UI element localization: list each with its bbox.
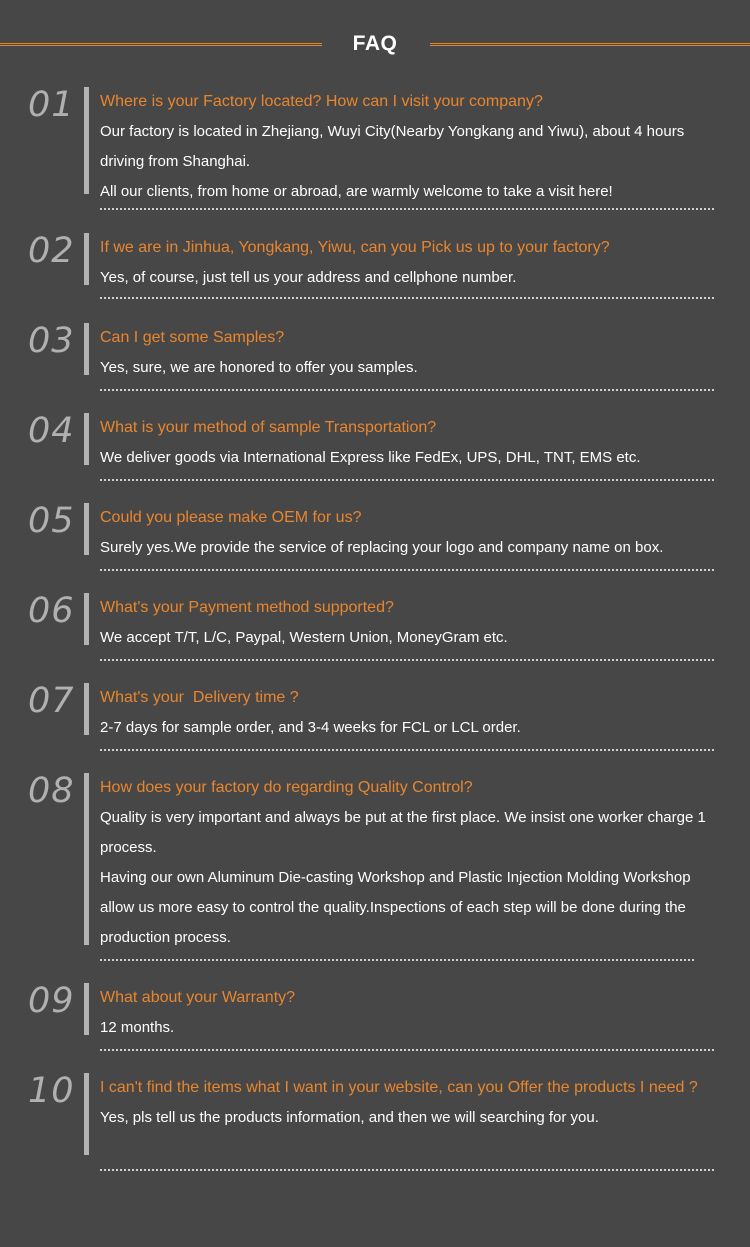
faq-question: How does your factory do regarding Quality Control? (100, 779, 473, 796)
faq-answer: We accept T/T, L/C, Paypal, Western Union, MoneyGram etc. (100, 629, 508, 646)
faq-number: 05 (28, 501, 75, 541)
faq-answer: All our clients, from home or abroad, are warmly welcome to take a visit here! (100, 183, 613, 200)
faq-number: 10 (28, 1071, 75, 1111)
faq-answer: 12 months. (100, 1019, 175, 1036)
faq-question: What's your Payment method supported? (100, 599, 394, 616)
faq-question: If we are in Jinhua, Yongkang, Yiwu, can you Pick us up to your factory? (100, 239, 610, 256)
faq-number: 02 (28, 231, 75, 271)
faq-divider (100, 659, 714, 661)
faq-content (100, 983, 712, 1043)
faq-divider (100, 1169, 714, 1171)
faq-content (100, 773, 712, 953)
faq-number: 03 (28, 321, 75, 361)
faq-answer: Yes, of course, just tell us your address and cellphone number. (100, 269, 517, 286)
faq-content (100, 503, 712, 563)
faq-accent-bar (84, 593, 89, 645)
faq-divider (100, 297, 714, 299)
faq-accent-bar (84, 233, 89, 285)
faq-content (100, 413, 712, 473)
faq-accent-bar (84, 413, 89, 465)
faq-number: 08 (28, 771, 75, 811)
faq-content (100, 683, 712, 743)
faq-question: What is your method of sample Transportation? (100, 419, 437, 436)
faq-accent-bar (84, 503, 89, 555)
faq-content (100, 233, 712, 293)
faq-divider (100, 479, 714, 481)
faq-answer: Our factory is located in Zhejiang, Wuyi City(Nearby Yongkang and Yiwu), about 4 hours driving from Shanghai. (100, 123, 685, 170)
faq-answer: Surely yes.We provide the service of replacing your logo and company name on box. (100, 539, 664, 556)
faq-accent-bar (84, 773, 89, 945)
faq-divider (100, 389, 714, 391)
faq-number: 01 (28, 85, 75, 125)
faq-content (100, 323, 712, 383)
faq-header (0, 30, 750, 62)
faq-question: I can't find the items what I want in your website, can you Offer the products I need ? (100, 1079, 698, 1096)
faq-accent-bar (84, 1073, 89, 1155)
faq-accent-bar (84, 983, 89, 1035)
faq-number: 09 (28, 981, 75, 1021)
faq-divider (100, 208, 714, 210)
faq-answer: Yes, sure, we are honored to offer you samples. (100, 359, 418, 376)
faq-question: What's your Delivery time ? (100, 689, 299, 706)
faq-answer: Having our own Aluminum Die-casting Workshop and Plastic Injection Molding Workshop allow us more easy to control the quality.Inspections of each step will be done during the production process. (100, 869, 691, 946)
faq-answer: Quality is very important and always be put at the first place. We insist one worker charge 1 process. (100, 809, 706, 856)
faq-accent-bar (84, 323, 89, 375)
faq-question: Can I get some Samples? (100, 329, 285, 346)
faq-number: 04 (28, 411, 75, 451)
faq-number: 07 (28, 681, 75, 721)
faq-divider (100, 569, 714, 571)
faq-divider (100, 959, 694, 961)
faq-content (100, 87, 712, 207)
header-divider-right (430, 43, 750, 46)
faq-content (100, 593, 712, 653)
faq-question: Could you please make OEM for us? (100, 509, 362, 526)
faq-answer: We deliver goods via International Express like FedEx, UPS, DHL, TNT, EMS etc. (100, 449, 641, 466)
faq-content (97, 1073, 712, 1133)
faq-accent-bar (84, 683, 89, 735)
faq-answer: Yes, pls tell us the products information, and then we will searching for you. (100, 1109, 599, 1126)
page-title: FAQ (352, 32, 398, 55)
faq-divider (100, 749, 714, 751)
faq-accent-bar (84, 87, 89, 194)
faq-question: What about your Warranty? (100, 989, 296, 1006)
faq-number: 06 (28, 591, 75, 631)
faq-answer: 2-7 days for sample order, and 3-4 weeks for FCL or LCL order. (100, 719, 521, 736)
faq-question: Where is your Factory located? How can I visit your company? (100, 93, 543, 110)
faq-divider (100, 1049, 714, 1051)
